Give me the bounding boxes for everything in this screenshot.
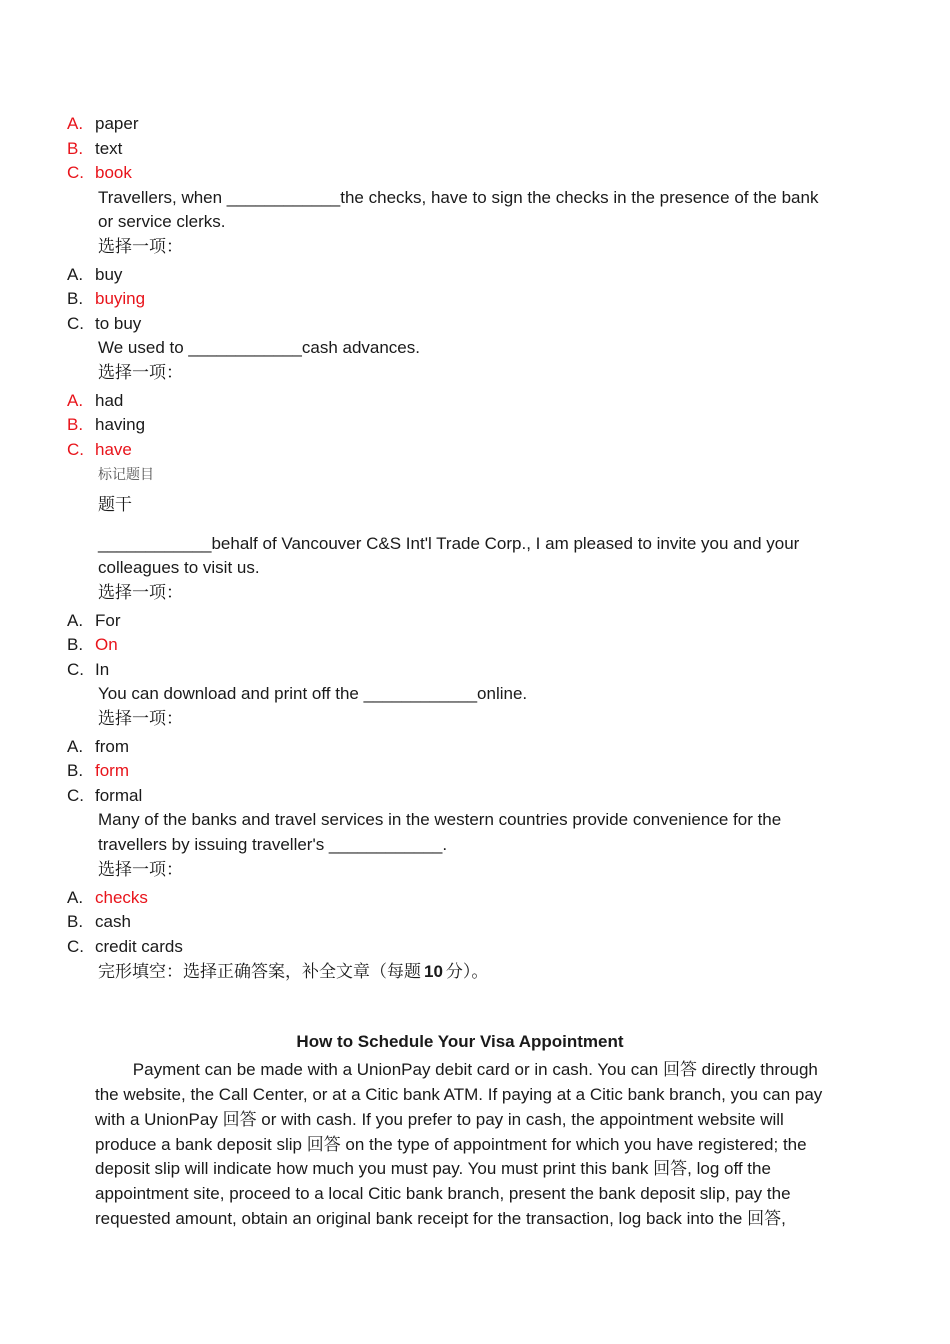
q1-option-a[interactable]	[67, 112, 138, 136]
option-text: cash	[95, 912, 131, 931]
q6-stem-line-2: travellers by issuing traveller's ____________.	[98, 835, 448, 854]
option-text: formal	[95, 786, 143, 805]
q6-option-a[interactable]	[67, 886, 148, 910]
q5-option-c[interactable]	[67, 784, 142, 808]
option-text: form	[95, 761, 129, 780]
option-letter: C.	[67, 440, 84, 459]
option-text: buying	[95, 289, 146, 308]
q5-option-b[interactable]	[67, 759, 129, 783]
passage-title: How to Schedule Your Visa Appointment	[296, 1032, 624, 1051]
q3-prompt: 选择一项：	[98, 363, 183, 383]
option-letter: A.	[67, 737, 84, 756]
option-text: having	[95, 415, 146, 434]
q2-option-a[interactable]	[67, 263, 122, 287]
q6-option-c[interactable]	[67, 935, 183, 959]
option-text: buy	[95, 265, 123, 284]
q4-option-a[interactable]	[67, 609, 121, 633]
q2-option-c[interactable]	[67, 312, 141, 336]
instruction-num: 10	[424, 962, 443, 981]
q5-option-a[interactable]	[67, 735, 129, 759]
q2-stem-line-2: or service clerks.	[98, 212, 226, 231]
passage-line-7: requested amount, obtain an original bank receipt for the transaction, log back into the 回答,	[95, 1209, 786, 1228]
option-letter: A.	[67, 114, 84, 133]
option-letter: C.	[67, 660, 84, 679]
q3-option-a[interactable]	[67, 389, 123, 413]
option-letter: C.	[67, 937, 84, 956]
q5-stem-line-1: You can download and print off the ____________online.	[98, 684, 528, 703]
option-letter: B.	[67, 912, 84, 931]
q4-header: 题干	[98, 495, 132, 515]
q1-option-c[interactable]	[67, 161, 132, 185]
q3-stem-line-1: We used to ____________cash advances.	[98, 338, 420, 357]
option-text: For	[95, 611, 121, 630]
option-text: from	[95, 737, 129, 756]
option-letter: C.	[67, 163, 84, 182]
option-text: book	[95, 163, 132, 182]
passage-line-2: the website, the Call Center, or at a Citic bank ATM. If paying at a Citic bank branch, you can pay	[95, 1085, 823, 1104]
passage-line-1: Payment can be made with a UnionPay debit card or in cash. You can 回答 directly through	[95, 1060, 818, 1079]
q3-option-b[interactable]	[67, 413, 145, 437]
passage-line-4: produce a bank deposit slip 回答 on the type of appointment for which you have registered; the	[95, 1135, 807, 1154]
q2-stem-line-1: Travellers, when ____________the checks, have to sign the checks in the presence of the bank	[98, 188, 819, 207]
q6-stem-line-1: Many of the banks and travel services in the western countries provide convenience for the	[98, 810, 782, 829]
instruction-pre: 完形填空：选择正确答案，补全文章（每题	[98, 962, 421, 982]
option-letter: B.	[67, 415, 84, 434]
option-text: text	[95, 139, 123, 158]
q1-option-b[interactable]	[67, 137, 122, 161]
option-text: In	[95, 660, 110, 679]
q4-stem-line-1: ____________behalf of Vancouver C&S Int'l Trade Corp., I am pleased to invite you and your	[98, 534, 800, 553]
q6-prompt: 选择一项：	[98, 860, 183, 880]
q4-option-c[interactable]	[67, 658, 109, 682]
option-letter: C.	[67, 786, 84, 805]
option-text: credit cards	[95, 937, 183, 956]
q4-stem-line-2: colleagues to visit us.	[98, 558, 260, 577]
option-letter: A.	[67, 611, 84, 630]
option-text: On	[95, 635, 118, 654]
passage-line-6: appointment site, proceed to a local Citic bank branch, present the bank deposit slip, pay the	[95, 1184, 791, 1203]
option-letter: A.	[67, 391, 84, 410]
q4-option-b[interactable]	[67, 633, 118, 657]
q6-option-b[interactable]	[67, 910, 131, 934]
option-text: checks	[95, 888, 148, 907]
option-text: paper	[95, 114, 139, 133]
option-text: have	[95, 440, 132, 459]
q2-prompt: 选择一项：	[98, 237, 183, 257]
q3-option-c[interactable]	[67, 438, 132, 462]
option-letter: B.	[67, 635, 84, 654]
option-letter: B.	[67, 289, 84, 308]
option-letter: B.	[67, 139, 84, 158]
option-letter: B.	[67, 761, 84, 780]
passage-line-3: with a UnionPay 回答 or with cash. If you prefer to pay in cash, the appointment website will	[95, 1110, 784, 1129]
option-text: had	[95, 391, 124, 410]
passage-line-5: deposit slip will indicate how much you must pay. You must print this bank 回答, log off the	[95, 1159, 771, 1178]
option-letter: A.	[67, 265, 84, 284]
option-letter: C.	[67, 314, 84, 333]
option-letter: A.	[67, 888, 84, 907]
cloze-instruction	[98, 960, 488, 984]
option-text: to buy	[95, 314, 142, 333]
flag-question-link[interactable]: 标记题目	[98, 467, 154, 483]
q5-prompt: 选择一项：	[98, 709, 183, 729]
instruction-post: 分）。	[445, 962, 489, 982]
q4-prompt: 选择一项：	[98, 583, 183, 603]
q2-option-b[interactable]	[67, 287, 145, 311]
